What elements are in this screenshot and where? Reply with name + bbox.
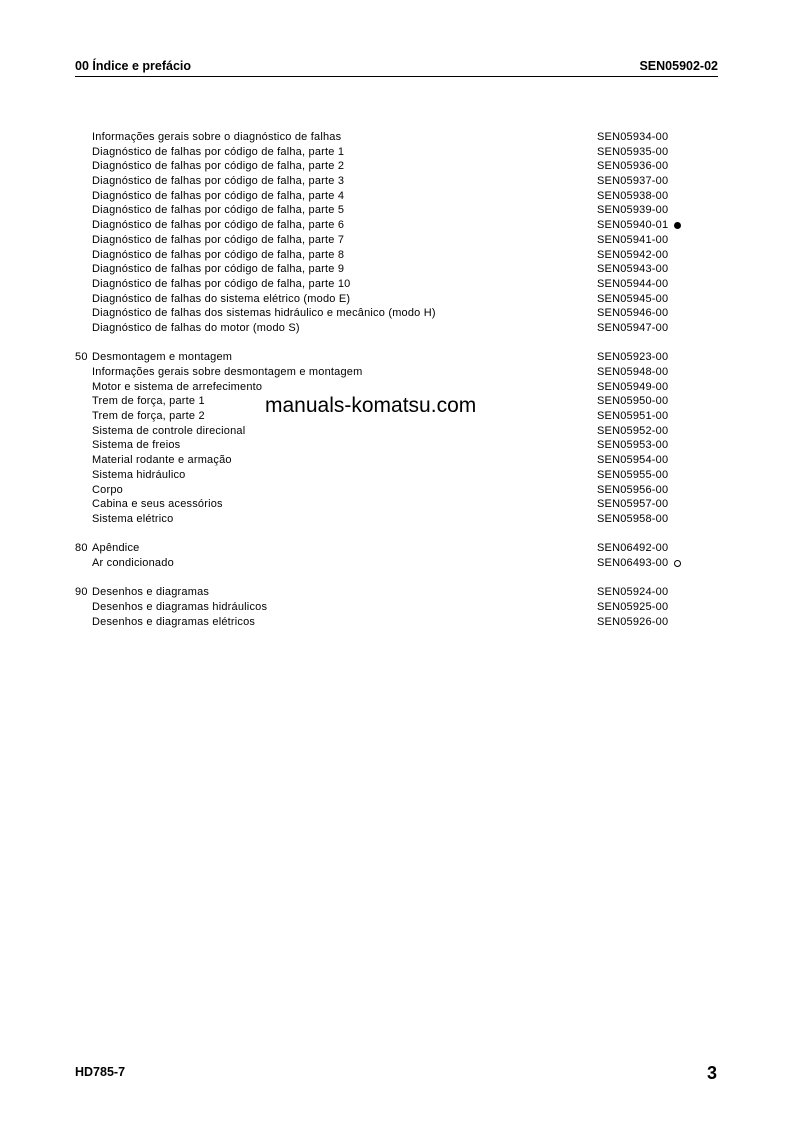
entry-title: Sistema de freios	[92, 439, 181, 452]
toc-section-row	[75, 585, 715, 600]
toc-row	[75, 512, 715, 527]
hollow-circle-icon	[674, 560, 681, 567]
toc-row	[75, 203, 715, 218]
entry-title: Sistema elétrico	[92, 512, 174, 525]
toc-row	[75, 483, 715, 498]
entry-code: SEN05939-00	[597, 204, 669, 217]
entry-code: SEN05944-00	[597, 277, 669, 290]
entry-code: SEN05953-00	[597, 439, 669, 452]
toc-row	[75, 497, 715, 512]
footer-model: HD785-7	[75, 1065, 126, 1079]
toc-row	[75, 453, 715, 468]
entry-title: Diagnóstico de falhas por código de falha, parte 7	[92, 233, 345, 246]
table-of-contents	[75, 130, 715, 629]
entry-title: Corpo	[92, 483, 123, 496]
toc-row	[75, 468, 715, 483]
toc-section-row	[75, 541, 715, 556]
toc-row	[75, 615, 715, 630]
toc-row	[75, 556, 715, 571]
document-code: SEN05902-02	[639, 59, 718, 73]
entry-code: SEN05947-00	[597, 321, 669, 334]
entry-title: Informações gerais sobre desmontagem e montagem	[92, 366, 363, 378]
entry-code: SEN05946-00	[597, 307, 669, 320]
section-number: 50	[75, 351, 88, 364]
entry-code: SEN05945-00	[597, 292, 669, 305]
spacer	[75, 336, 715, 351]
section-number: 90	[75, 586, 88, 599]
entry-title: Desenhos e diagramas	[92, 586, 210, 599]
entry-code: SEN05943-00	[597, 263, 669, 276]
toc-row	[75, 233, 715, 248]
entry-code: SEN05937-00	[597, 175, 669, 188]
entry-title: Diagnóstico de falhas por código de falha, parte 6	[92, 219, 345, 232]
entry-title: Informações gerais sobre o diagnóstico de falhas	[92, 131, 342, 143]
entry-title: Diagnóstico de falhas por código de falha, parte 1	[92, 145, 345, 158]
entry-title: Desenhos e diagramas elétricos	[92, 615, 256, 628]
toc-row	[75, 306, 715, 321]
toc-section-row	[75, 350, 715, 365]
toc-row	[75, 130, 715, 145]
entry-code: SEN05955-00	[597, 468, 669, 481]
toc-row	[75, 365, 715, 380]
entry-code: SEN05948-00	[597, 366, 669, 378]
entry-title: Diagnóstico de falhas por código de falha, parte 3	[92, 175, 345, 188]
entry-title: Material rodante e armação	[92, 454, 232, 467]
toc-row	[75, 424, 715, 439]
entry-title: Cabina e seus acessórios	[92, 498, 223, 511]
entry-code: SEN05935-00	[597, 145, 669, 158]
entry-title: Diagnóstico de falhas do motor (modo S)	[92, 321, 300, 334]
entry-code: SEN05940-01	[597, 219, 669, 232]
entry-title: Sistema de controle direcional	[92, 424, 246, 437]
section-title: 00 Índice e prefácio	[75, 59, 192, 73]
entry-code: SEN05954-00	[597, 454, 669, 467]
entry-title: Diagnóstico de falhas por código de falha, parte 8	[92, 248, 345, 261]
entry-code: SEN05957-00	[597, 498, 669, 511]
spacer	[75, 527, 715, 542]
entry-title: Diagnóstico de falhas do sistema elétrico (modo E)	[92, 292, 351, 305]
toc-row	[75, 321, 715, 336]
page-header	[75, 59, 718, 77]
page-number: 3	[707, 1063, 718, 1083]
entry-code: SEN05923-00	[597, 351, 669, 364]
watermark: manuals-komatsu.com	[265, 394, 477, 417]
toc-row	[75, 600, 715, 615]
entry-code: SEN05926-00	[597, 615, 669, 628]
entry-title: Apêndice	[92, 542, 140, 555]
entry-title: Motor e sistema de arrefecimento	[92, 380, 263, 393]
entry-title: Sistema hidráulico	[92, 468, 186, 481]
entry-title: Desenhos e diagramas hidráulicos	[92, 601, 268, 613]
entry-title: Diagnóstico de falhas dos sistemas hidráulico e mecânico (modo H)	[92, 307, 436, 320]
entry-title: Diagnóstico de falhas por código de falha, parte 4	[92, 189, 345, 202]
entry-title: Desmontagem e montagem	[92, 351, 233, 364]
entry-title: Diagnóstico de falhas por código de falha, parte 9	[92, 263, 345, 276]
toc-row	[75, 189, 715, 204]
section-number: 80	[75, 542, 88, 555]
entry-code: SEN05936-00	[597, 160, 669, 173]
toc-row	[75, 218, 715, 233]
toc-row	[75, 174, 715, 189]
toc-row	[75, 159, 715, 174]
toc-row	[75, 380, 715, 395]
entry-code: SEN05958-00	[597, 512, 669, 525]
filled-circle-icon	[674, 222, 681, 229]
entry-code: SEN05938-00	[597, 189, 669, 202]
entry-code: SEN05950-00	[597, 395, 669, 408]
entry-title: Diagnóstico de falhas por código de falha, parte 10	[92, 277, 351, 290]
entry-code: SEN05952-00	[597, 424, 669, 437]
entry-title: Diagnóstico de falhas por código de falha, parte 5	[92, 204, 345, 217]
entry-code: SEN05951-00	[597, 410, 669, 423]
toc-row	[75, 248, 715, 263]
entry-code: SEN05956-00	[597, 483, 669, 496]
toc-row	[75, 145, 715, 160]
entry-code: SEN05941-00	[597, 233, 669, 246]
entry-code: SEN05949-00	[597, 380, 669, 393]
toc-row	[75, 438, 715, 453]
entry-title: Diagnóstico de falhas por código de falha, parte 2	[92, 160, 345, 173]
entry-code: SEN05924-00	[597, 586, 669, 599]
entry-code: SEN05925-00	[597, 601, 669, 613]
entry-title: Trem de força, parte 2	[92, 410, 205, 423]
toc-row	[75, 262, 715, 277]
entry-title: Ar condicionado	[92, 556, 174, 569]
toc-row	[75, 277, 715, 292]
entry-code: SEN06493-00	[597, 556, 669, 569]
entry-code: SEN05942-00	[597, 248, 669, 261]
entry-code: SEN06492-00	[597, 542, 669, 555]
entry-code: SEN05934-00	[597, 131, 669, 143]
spacer	[75, 571, 715, 586]
entry-title: Trem de força, parte 1	[92, 395, 205, 408]
toc-row	[75, 292, 715, 307]
